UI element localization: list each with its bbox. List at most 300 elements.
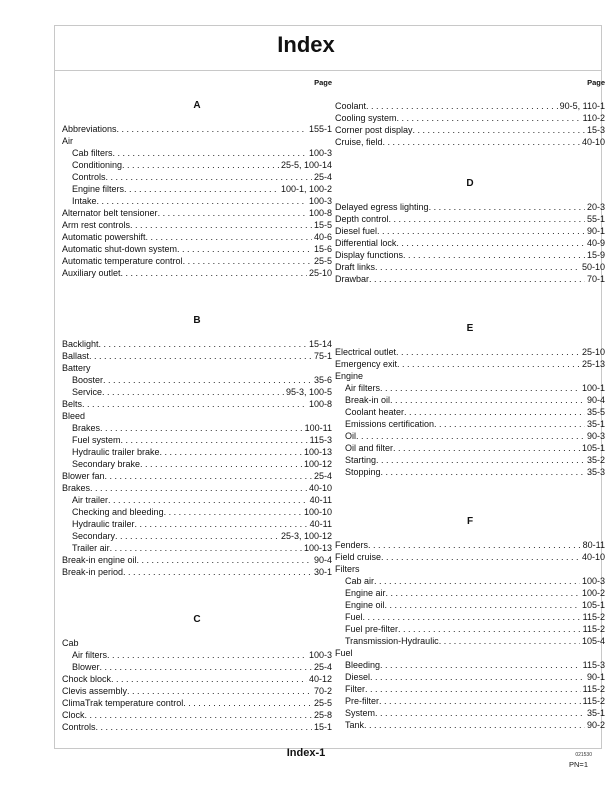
index-entry-label: Break-in period [62,567,124,577]
dot-leader [90,482,307,494]
index-entry-label: Starting [345,455,377,465]
index-entry[interactable] [62,374,332,386]
index-entry[interactable] [62,470,332,482]
index-entry[interactable] [335,635,605,647]
index-entry-label: Air filters [345,383,381,393]
dot-leader [403,249,585,261]
section-letter-f: F [466,516,474,527]
index-entry-page: 105-4 [581,636,605,646]
dot-leader [121,434,308,446]
index-entry-label: Automatic powershift [62,232,146,242]
dot-leader [396,237,585,249]
dot-leader [376,454,585,466]
index-entry[interactable] [335,273,605,285]
index-entry[interactable] [335,201,605,213]
index-entry-page: 80-11 [582,540,605,550]
index-entry[interactable] [62,494,332,506]
index-heading: Battery [62,363,91,373]
index-entry-page: 25-4 [313,662,332,672]
index-entry-page: 115-2 [582,684,605,694]
index-entry-page: 35-6 [313,375,332,385]
dot-leader [99,338,307,350]
index-entry-page: 100-3 [308,148,332,158]
index-entry[interactable] [62,350,332,362]
index-entry-page: 20-3 [586,202,605,212]
dot-leader [404,406,585,418]
index-entry-label: System [345,708,376,718]
index-entry[interactable] [335,100,605,112]
dot-leader [429,201,585,213]
index-entry-page: 100-8 [308,208,332,218]
index-entry-label: Break-in oil [345,395,391,405]
index-entry-label: Cooling system [335,113,397,123]
index-entry[interactable] [335,695,605,707]
index-entry-page: 75-1 [313,351,332,361]
index-entry[interactable] [335,112,605,124]
index-entry[interactable] [335,683,605,695]
index-entry[interactable] [335,430,605,442]
dot-leader [398,623,581,635]
index-entry-page: 90-3 [586,431,605,441]
index-entry[interactable] [62,422,332,434]
dot-leader [137,554,312,566]
page-footer: Index-1 [286,747,326,759]
index-entry-label: Abbreviations [62,124,117,134]
dot-leader [135,518,308,530]
index-entry-page: 25-5 [313,698,332,708]
index-entry-page: 90-1 [586,672,605,682]
index-entry-page: 100-2 [581,588,605,598]
index-entry[interactable] [335,587,605,599]
index-entry[interactable] [62,159,332,171]
index-entry[interactable] [335,454,605,466]
dot-leader [103,374,312,386]
index-entry-label: Arm rest controls [62,220,131,230]
index-entry[interactable] [62,434,332,446]
dot-leader [122,159,279,171]
dot-leader [158,207,307,219]
index-entry-page: 115-3 [309,435,332,445]
dot-leader [370,671,585,683]
dot-leader [363,611,581,623]
dot-leader [100,422,303,434]
index-entry[interactable] [62,147,332,159]
index-entry-label: Electrical outlet [335,347,397,357]
index-entry-page: 100-1, 100-2 [280,184,332,194]
index-entry-label: Display functions [335,250,404,260]
dot-leader [110,542,302,554]
index-entry[interactable] [62,566,332,578]
index-entry[interactable] [62,649,332,661]
index-entry-label: Brakes [72,423,101,433]
document-code: 021530 [575,752,592,758]
index-entry[interactable] [62,446,332,458]
index-entry-page: 55-1 [586,214,605,224]
index-entry-label: Diesel fuel [335,226,378,236]
index-entry[interactable] [62,267,332,279]
index-entry-page: 100-1 [581,383,605,393]
section-letter-a: A [193,100,201,111]
index-entry-page: 25-8 [313,710,332,720]
index-entry[interactable] [335,346,605,358]
index-entry-label: Fuel [345,612,363,622]
index-entry-label: Hydraulic trailer [72,519,135,529]
index-entry-page: 100-12 [303,459,332,469]
section-letter-c: C [193,614,201,625]
index-entry-label: ClimaTrak temperature control [62,698,184,708]
index-entry[interactable] [335,382,605,394]
dot-leader [113,147,307,159]
index-entry-page: 90-4 [586,395,605,405]
dot-leader [390,394,585,406]
index-heading: Bleed [62,411,86,421]
dot-leader [82,398,307,410]
index-entry-label: Coolant [335,101,367,111]
index-entry[interactable] [62,697,332,709]
index-entry[interactable] [62,554,332,566]
dot-leader [375,261,580,273]
index-entry-page: 115-2 [582,696,605,706]
index-entry-page: 90-1 [586,226,605,236]
index-entry-label: Fuel system [72,435,121,445]
index-entry[interactable] [62,721,332,733]
index-entry-label: Blower fan [62,471,105,481]
index-entry-label: Emergency exit [335,359,398,369]
index-entry-page: 100-3 [581,576,605,586]
index-entry[interactable] [62,709,332,721]
index-entry[interactable] [62,207,332,219]
index-entry-page: 100-3 [308,196,332,206]
dot-leader [413,124,585,136]
dot-leader [121,267,307,279]
index-entry[interactable] [335,124,605,136]
section-letter-b: B [193,315,201,326]
section-e-list [335,346,605,478]
dot-leader [106,171,312,183]
index-entry-label: Secondary [72,531,116,541]
dot-leader [385,599,580,611]
index-entry[interactable] [335,406,605,418]
dot-leader [369,273,585,285]
dot-leader [368,539,581,551]
section-a-list [62,123,332,279]
index-entry-label: Bleeding [345,660,381,670]
index-entry[interactable] [62,530,332,542]
index-entry-page: 35-1 [586,708,605,718]
index-entry-label: Field cruise [335,552,382,562]
index-entry-page: 40-10 [581,552,605,562]
index-entry-label: Transmission-Hydraulic [345,636,439,646]
dot-leader [183,255,312,267]
index-entry-page: 15-3 [586,125,605,135]
index-entry-page: 35-1 [586,419,605,429]
index-entry-label: Conditioning [72,160,123,170]
index-entry-page: 15-14 [308,339,332,349]
index-entry[interactable] [62,231,332,243]
index-entry[interactable] [62,255,332,267]
index-entry[interactable] [62,482,332,494]
index-entry[interactable] [62,542,332,554]
dot-leader [434,418,585,430]
dot-leader [397,358,580,370]
index-entry-label: Backlight [62,339,99,349]
dot-leader [393,442,580,454]
dot-leader [380,382,580,394]
dot-leader [364,719,585,731]
index-entry[interactable] [335,611,605,623]
index-entry-label: Engine filters [72,184,125,194]
index-entry-page: 70-1 [586,274,605,284]
index-entry-page: 115-2 [582,624,605,634]
index-entry-label: Controls [62,722,96,732]
index-entry-label: Stopping [345,467,381,477]
dot-leader [356,430,585,442]
index-entry[interactable] [335,659,605,671]
index-entry[interactable] [335,418,605,430]
dot-leader [89,350,312,362]
index-entry[interactable] [335,136,605,148]
index-entry[interactable] [62,338,332,350]
index-entry[interactable] [62,183,332,195]
dot-leader [111,673,307,685]
index-entry-label: Pre-filter [345,696,380,706]
dot-leader [183,697,312,709]
index-entry-page: 35-2 [586,455,605,465]
dot-leader [377,225,585,237]
index-entry-page: 70-2 [313,686,332,696]
index-entry[interactable] [335,623,605,635]
dot-leader [140,458,302,470]
index-entry-label: Hydraulic trailer brake [72,447,160,457]
dot-leader [115,530,279,542]
index-entry-label: Engine oil [345,600,385,610]
dot-leader [374,575,580,587]
index-entry[interactable] [62,243,332,255]
right-column [335,78,605,731]
index-entry-page: 40-10 [581,137,605,147]
index-entry[interactable] [335,261,605,273]
index-entry-page: 15-6 [313,244,332,254]
index-heading: Cab [62,638,79,648]
index-entry-page: 40-11 [309,495,332,505]
left-column [62,78,332,733]
dot-leader [386,587,580,599]
index-entry-page: 115-2 [582,612,605,622]
index-entry[interactable] [62,506,332,518]
index-entry-label: Emissions certification [345,419,435,429]
index-entry[interactable] [335,225,605,237]
index-entry[interactable] [62,685,332,697]
index-entry[interactable] [335,358,605,370]
dot-leader [396,346,580,358]
dot-leader [124,183,279,195]
index-entry-label: Diesel [345,672,371,682]
index-entry[interactable] [335,539,605,551]
index-entry[interactable] [335,249,605,261]
index-entry[interactable] [335,466,605,478]
index-entry-label: Air filters [72,650,108,660]
index-entry[interactable] [62,171,332,183]
section-f-list [335,539,605,731]
dot-leader [97,195,307,207]
index-entry-label: Controls [72,172,106,182]
index-entry-page: 100-3 [308,650,332,660]
index-entry-page: 25-3, 100-12 [280,531,332,541]
index-entry[interactable] [335,719,605,731]
index-entry-label: Brakes [62,483,91,493]
index-entry-label: Automatic shut-down system [62,244,178,254]
index-entry[interactable] [335,394,605,406]
index-entry-page: 25-13 [581,359,605,369]
index-entry-label: Auxiliary outlet [62,268,121,278]
index-entry-label: Booster [72,375,104,385]
index-entry-page: 25-5, 100-14 [280,160,332,170]
index-entry[interactable] [335,707,605,719]
dot-leader [96,721,312,733]
index-entry[interactable] [62,398,332,410]
dot-leader [365,683,581,695]
index-entry-page: 35-5 [586,407,605,417]
index-entry-page: 90-2 [586,720,605,730]
index-entry-page: 100-13 [303,543,332,553]
index-entry-page: 25-10 [581,347,605,357]
page-title: Index [277,32,335,57]
index-entry-label: Depth control [335,214,389,224]
index-entry-label: Chock block [62,674,112,684]
index-heading: Filters [335,564,360,574]
index-entry-page: 90-5, 110-1 [559,101,605,111]
index-entry-label: Corner post display [335,125,413,135]
index-entry[interactable] [62,458,332,470]
dot-leader [127,685,312,697]
dot-leader [439,635,580,647]
dot-leader [146,231,312,243]
index-entry-page: 115-3 [582,660,605,670]
index-entry-page: 90-4 [313,555,332,565]
index-entry-page: 110-2 [582,113,605,123]
dot-leader [105,470,312,482]
index-entry[interactable] [335,671,605,683]
dot-leader [375,707,585,719]
index-entry-label: Filter [345,684,365,694]
index-entry[interactable] [335,575,605,587]
page-number: PN=1 [569,760,588,769]
dot-leader [380,659,581,671]
section-c-list [62,637,332,733]
dot-leader [397,112,581,124]
index-entry-page: 50-10 [581,262,605,272]
dot-leader [107,649,307,661]
index-entry[interactable] [62,123,332,135]
index-entry-label: Drawbar [335,274,370,284]
index-entry-page: 25-5 [313,256,332,266]
index-entry-label: Cab filters [72,148,113,158]
index-entry[interactable] [62,661,332,673]
index-entry-page: 15-5 [313,220,332,230]
index-entry[interactable] [335,237,605,249]
index-entry-page: 40-6 [313,232,332,242]
index-entry-label: Alternator belt tensioner [62,208,158,218]
index-entry[interactable] [335,551,605,563]
index-entry-label: Automatic temperature control [62,256,183,266]
index-entry-label: Clock [62,710,85,720]
dot-leader [100,661,312,673]
index-entry-label: Service [72,387,103,397]
index-entry-label: Oil and filter [345,443,394,453]
index-entry-page: 105-1 [581,443,605,453]
index-entry[interactable] [62,219,332,231]
index-entry-label: Delayed egress lighting [335,202,429,212]
dot-leader [381,466,585,478]
section-c-continued-list [335,100,605,148]
dot-leader [160,446,302,458]
index-entry-page: 105-1 [581,600,605,610]
index-entry-page: 15-1 [313,722,332,732]
index-entry[interactable] [62,386,332,398]
dot-leader [130,219,312,231]
index-entry-label: Differential lock [335,238,397,248]
title-divider [54,70,601,71]
index-entry-label: Coolant heater [345,407,405,417]
section-letter-d: D [466,178,474,189]
index-entry-label: Intake [72,196,97,206]
index-entry-label: Fuel pre-filter [345,624,399,634]
index-entry-label: Cruise, field [335,137,383,147]
dot-leader [177,243,312,255]
index-entry-page: 25-4 [313,172,332,182]
index-entry-page: 100-8 [308,399,332,409]
dot-leader [383,136,580,148]
index-entry-label: Oil [345,431,356,441]
index-entry-label: Break-in engine oil [62,555,137,565]
index-entry-page: 95-3, 100-5 [285,387,332,397]
index-entry-label: Air trailer [72,495,109,505]
index-heading: Fuel [335,648,353,658]
index-entry-page: 35-3 [586,467,605,477]
section-b-list [62,338,332,578]
index-entry-label: Checking and bleeding [72,507,164,517]
index-entry-label: Draft links [335,262,376,272]
index-entry[interactable] [335,442,605,454]
index-entry-page: 40-12 [308,674,332,684]
index-entry-page: 40-11 [309,519,332,529]
page-column-header: Page [314,78,332,87]
index-entry[interactable] [62,195,332,207]
index-entry[interactable] [62,673,332,685]
section-letter-e: E [466,323,474,334]
index-entry-label: Engine air [345,588,386,598]
dot-leader [366,100,558,112]
index-entry-label: Cab air [345,576,375,586]
index-entry-page: 100-11 [304,423,332,433]
index-entry-page: 25-10 [308,268,332,278]
dot-leader [85,709,312,721]
index-entry-label: Ballast [62,351,90,361]
dot-leader [164,506,302,518]
page-column-header: Page [587,78,605,87]
index-entry-page: 15-9 [586,250,605,260]
index-entry[interactable] [335,213,605,225]
index-entry-label: Clevis assembly [62,686,128,696]
dot-leader [389,213,585,225]
dot-leader [117,123,307,135]
index-entry-page: 30-1 [313,567,332,577]
index-heading: Engine [335,371,364,381]
index-entry-page: 40-10 [308,483,332,493]
index-entry[interactable] [335,599,605,611]
section-d-list [335,201,605,285]
index-entry[interactable] [62,518,332,530]
